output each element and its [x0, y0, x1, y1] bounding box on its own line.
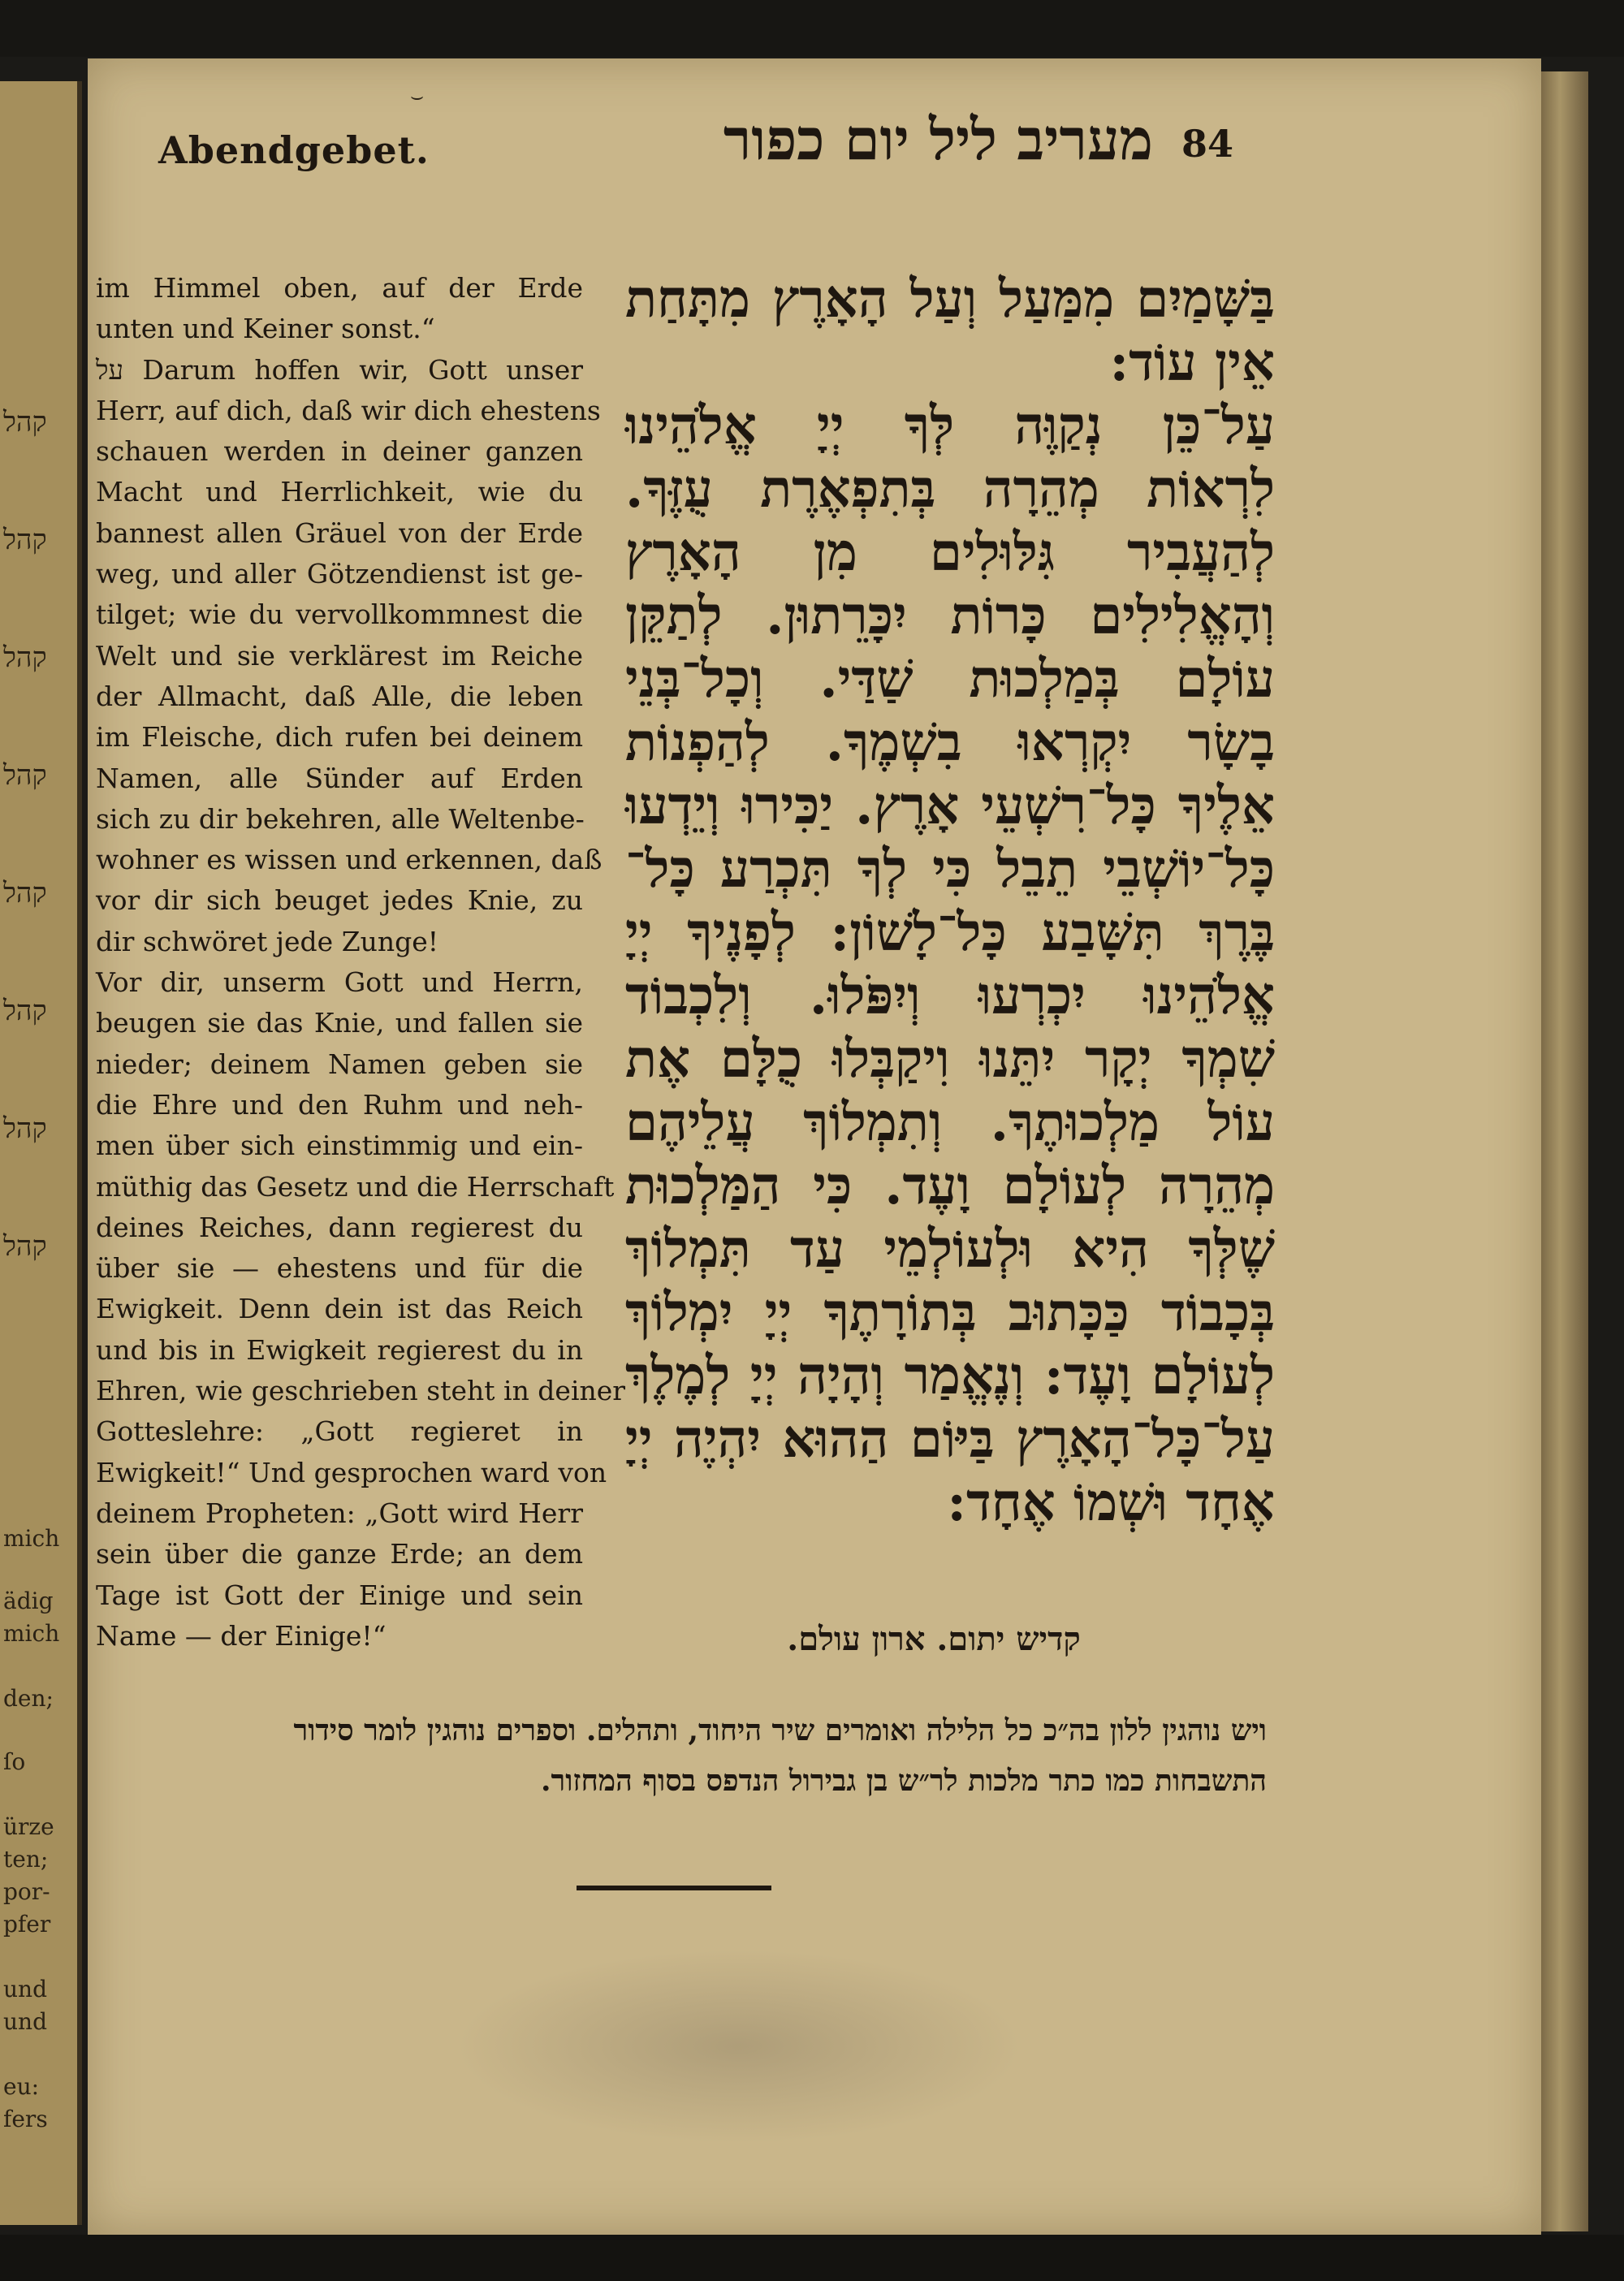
german-line: sich zu dir bekehren, alle Weltenbe-	[96, 802, 585, 835]
german-line: deines Reiches, dann regierest du	[96, 1211, 583, 1243]
german-line: im Himmel oben, auf der Erde	[96, 272, 583, 304]
hebrew-line: אֱלֹהֵינוּ יִכְרְעוּ וְיִפֹּלוּ. וְלִכְבוֹד	[625, 966, 1275, 1026]
margin-fragment: pfer	[3, 1911, 51, 1938]
german-line: Vor dir, unserm Gott und Herrn,	[96, 966, 583, 999]
hebrew-line: וְהָאֱלִילִים כָּרוֹת יִכָּרֵתוּן. לְתַקֵּן	[625, 585, 1275, 646]
previous-page-edge	[0, 81, 82, 2225]
german-line: Welt und sie verklärest im Reiche	[96, 639, 583, 672]
german-line: Macht und Herrlichkeit, wie du	[96, 476, 583, 508]
german-line: Herr, auf dich, daß wir dich ehestens	[96, 394, 601, 426]
margin-fragment: por-	[3, 1878, 50, 1905]
hebrew-line: לְהַעֲבִיר גִּלּוּלִים מִן הָאָרֶץ	[625, 522, 1275, 583]
margin-fragment: קהל	[3, 406, 47, 438]
german-line: weg, und aller Götzendienst ist ge-	[96, 558, 583, 590]
german-running-head: Abendgebet.	[158, 128, 430, 172]
margin-fragment: ten;	[3, 1846, 49, 1873]
margin-fragment: ürze	[3, 1813, 54, 1840]
kaddish-instruction: קדיש יתום. ארון עולם.	[787, 1620, 1081, 1658]
german-line: schauen werden in deiner ganzen	[96, 435, 583, 468]
hebrew-line: אֵין עוֹד:	[1109, 332, 1275, 393]
german-line: Namen, alle Sünder auf Erden	[96, 762, 583, 794]
german-line: der Allmacht, daß Alle, die leben	[96, 680, 583, 712]
margin-fragment: קהל	[3, 642, 47, 674]
hebrew-line: עַל־כָּל־הָאָרֶץ בַּיּוֹם הַהוּא יִהְיֶה יְיָ	[625, 1409, 1275, 1470]
hebrew-line: שִׁמְךָ יְקָר יִתֵּנוּ וִיקַבְּלוּ כֻלָּם אֶת	[625, 1029, 1275, 1090]
german-line: unten und Keiner sonst.“	[96, 313, 435, 345]
hebrew-line: עַל־כֵּן נְקַוֶּה לְּךָ יְיָ אֱלֹהֵינוּ	[625, 395, 1275, 456]
hebrew-line: מְהֵרָה לְעוֹלָם וָעֶד. כִּי הַמַּלְכוּת	[625, 1156, 1275, 1216]
hebrew-prayer-column	[625, 268, 1275, 1535]
german-line: deinem Propheten: „Gott wird Herr	[96, 1497, 583, 1529]
scan-border-bottom	[0, 2235, 1624, 2281]
hebrew-line: בָשָׂר יִקְרְאוּ בִשְׁמֶךָ. לְהַפְנוֹת	[625, 712, 1275, 773]
german-line: bannest allen Gräuel von der Erde	[96, 516, 583, 549]
margin-fragment: ſo	[3, 1748, 26, 1775]
section-divider	[577, 1886, 771, 1890]
hebrew-line: כָּל־יוֹשְׁבֵי תֵבֵל כִּי לְךָ תִּכְרַע כָּל־	[625, 839, 1275, 900]
hebrew-line: בֶּרֶךְ תִּשָּׁבַע כָּל־לָשׁוֹן: לְפָנֶיךָ יְיָ	[625, 902, 1275, 963]
german-line: men über sich einstimmig und ein-	[96, 1130, 583, 1162]
hebrew-line: לְעוֹלָם וָעֶד: וְנֶאֱמַר וְהָיָה יְיָ לְמֶלֶךְ	[625, 1346, 1275, 1406]
german-line: Gotteslehre: „Gott regieret in	[96, 1415, 583, 1448]
german-line: die Ehre und den Ruhm und neh-	[96, 1088, 583, 1121]
german-line: nieder; deinem Namen geben sie	[96, 1048, 583, 1080]
ornament-mark: ⌣	[410, 84, 425, 109]
margin-fragment: mich	[3, 1525, 60, 1552]
german-line: Ehren, wie geschrieben steht in deiner	[96, 1375, 626, 1407]
german-line: Ewigkeit. Denn dein ist das Reich	[96, 1293, 583, 1325]
german-line: Name — der Einige!“	[96, 1619, 387, 1652]
margin-fragment: fers	[3, 2106, 48, 2132]
margin-fragment: קהל	[3, 877, 47, 909]
german-line: Tage ist Gott der Einige und sein	[96, 1579, 583, 1611]
hebrew-line: עוֹלָם בְּמַלְכוּת שַׁדַּי. וְכָל־בְּנֵי	[625, 649, 1275, 710]
hebrew-line: עוֹל מַלְכוּתֶךָ. וְתִמְלוֹךְ עֲלֵיהֶם	[625, 1092, 1275, 1153]
page-stain	[455, 1949, 1023, 2144]
margin-fragment: קהל	[3, 759, 47, 792]
margin-fragment: קהל	[3, 524, 47, 556]
hebrew-line: אֵלֶיךָ כָּל־רִשְׁעֵי אָרֶץ. יַכִּירוּ וְיֵדְעוּ	[625, 775, 1275, 836]
margin-fragment: eu:	[3, 2073, 40, 2100]
footnote-line: התשבחות כמו כתר מלכות לר״ש בן גבירול הנדפס בסוף המחזור.	[540, 1764, 1267, 1798]
hebrew-running-head: מעריב ליל יום כפור	[723, 106, 1153, 173]
margin-fragment: und	[3, 1976, 47, 2002]
german-line: wohner es wissen und erkennen, daß	[96, 844, 603, 876]
footnote-line: ויש נוהגין ללון בה״כ כל הלילה ואומרים שיר היחוד, ותהלים. וספרים נוהגין לומר סידור	[293, 1713, 1267, 1747]
german-line: über sie — ehestens und für die	[96, 1252, 583, 1285]
hebrew-line: בְּכָבוֹד כַּכָּתוּב בְּתוֹרָתֶךָ יְיָ יִמְלוֹךְ	[625, 1282, 1275, 1343]
german-line: vor dir sich beuget jedes Knie, zu	[96, 884, 583, 917]
german-line: sein über die ganze Erde; an dem	[96, 1538, 583, 1570]
hebrew-line: לִרְאוֹת מְהֵרָה בְּתִפְאֶרֶת עֻזֶּךָ.	[625, 459, 1275, 520]
german-line: על Darum hoffen wir, Gott unser	[96, 353, 583, 386]
margin-fragment: קהל	[3, 995, 47, 1027]
margin-fragment: ädig	[3, 1588, 54, 1614]
german-line: Ewigkeit!“ Und gesprochen ward von	[96, 1456, 607, 1488]
german-line: und bis in Ewigkeit regierest du in	[96, 1333, 583, 1366]
german-line: im Fleische, dich rufen bei deinem	[96, 721, 583, 754]
german-line: müthig das Gesetz und die Herrschaft	[96, 1170, 615, 1203]
margin-fragment: קהל	[3, 1230, 47, 1263]
margin-fragment: und	[3, 2008, 47, 2035]
german-translation-column	[96, 268, 626, 1657]
footnote	[114, 1705, 1267, 1806]
hebrew-line: שֶׁלְּךָ הִיא וּלְעוֹלְמֵי עַד תִּמְלוֹךְ	[625, 1219, 1275, 1280]
german-line: dir schwöret jede Zunge!	[96, 925, 439, 957]
german-line: tilget; wie du vervollkommnest die	[96, 598, 583, 631]
page-number: 84	[1181, 122, 1234, 166]
hebrew-line: בַּשָּׁמַיִם מִמַּעַל וְעַל הָאָרֶץ מִתָּחַת	[625, 269, 1275, 330]
margin-fragment: קהל	[3, 1112, 47, 1145]
hebrew-line: אֶחָד וּשְׁמוֹ אֶחָד:	[947, 1472, 1275, 1533]
margin-fragment: den;	[3, 1685, 54, 1712]
german-line: beugen sie das Knie, und fallen sie	[96, 1007, 583, 1039]
book-page-edge	[1541, 71, 1588, 2231]
scan-border-top	[0, 0, 1624, 57]
margin-fragment: mich	[3, 1620, 60, 1647]
